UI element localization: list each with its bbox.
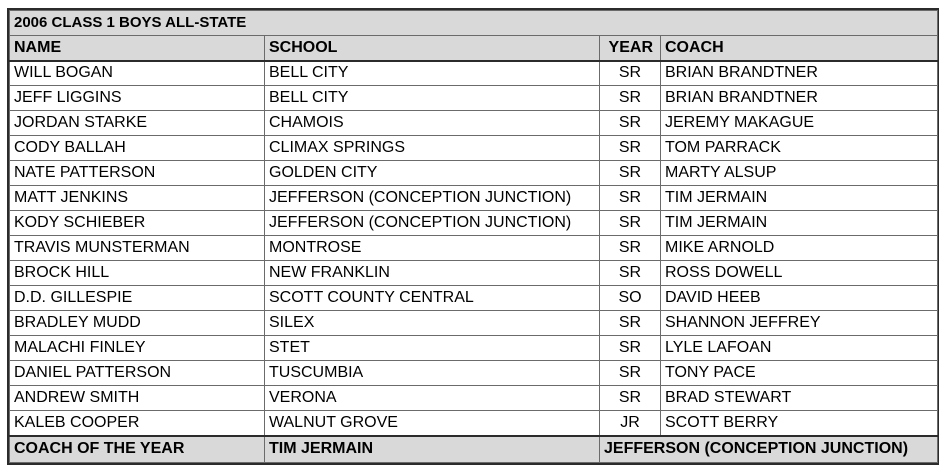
cell-school: TUSCUMBIA <box>265 361 600 386</box>
cell-year: SR <box>600 361 661 386</box>
cell-year: SR <box>600 161 661 186</box>
cell-coach: TIM JERMAIN <box>661 186 938 211</box>
cell-name: JORDAN STARKE <box>10 111 265 136</box>
cell-name: KODY SCHIEBER <box>10 211 265 236</box>
cell-coach: BRAD STEWART <box>661 386 938 411</box>
cell-coach: LYLE LAFOAN <box>661 336 938 361</box>
table-row <box>10 361 938 386</box>
cell-coach: TOM PARRACK <box>661 136 938 161</box>
cell-school: JEFFERSON (CONCEPTION JUNCTION) <box>265 186 600 211</box>
table-header-row <box>10 36 938 61</box>
table-row <box>10 61 938 86</box>
table-row <box>10 111 938 136</box>
table-row <box>10 286 938 311</box>
cell-school: NEW FRANKLIN <box>265 261 600 286</box>
cell-name: MALACHI FINLEY <box>10 336 265 361</box>
cell-name: MATT JENKINS <box>10 186 265 211</box>
cell-year: SR <box>600 386 661 411</box>
all-state-table-container <box>7 8 939 465</box>
table-row <box>10 161 938 186</box>
cell-coach: ROSS DOWELL <box>661 261 938 286</box>
table-row <box>10 411 938 436</box>
cell-year: SR <box>600 236 661 261</box>
cell-school: MONTROSE <box>265 236 600 261</box>
cell-year: JR <box>600 411 661 436</box>
cell-name: CODY BALLAH <box>10 136 265 161</box>
coach-of-the-year-name: TIM JERMAIN <box>265 436 600 463</box>
cell-coach: SCOTT BERRY <box>661 411 938 436</box>
table-row <box>10 236 938 261</box>
table-row <box>10 311 938 336</box>
cell-coach: SHANNON JEFFREY <box>661 311 938 336</box>
column-header-school: SCHOOL <box>265 36 600 61</box>
cell-school: SILEX <box>265 311 600 336</box>
table-row <box>10 211 938 236</box>
cell-coach: BRIAN BRANDTNER <box>661 61 938 86</box>
cell-year: SR <box>600 336 661 361</box>
cell-coach: BRIAN BRANDTNER <box>661 86 938 111</box>
cell-coach: MARTY ALSUP <box>661 161 938 186</box>
cell-school: CLIMAX SPRINGS <box>265 136 600 161</box>
cell-name: BROCK HILL <box>10 261 265 286</box>
cell-year: SR <box>600 111 661 136</box>
cell-school: BELL CITY <box>265 61 600 86</box>
cell-year: SO <box>600 286 661 311</box>
cell-name: TRAVIS MUNSTERMAN <box>10 236 265 261</box>
cell-name: NATE PATTERSON <box>10 161 265 186</box>
cell-year: SR <box>600 61 661 86</box>
cell-school: STET <box>265 336 600 361</box>
cell-coach: DAVID HEEB <box>661 286 938 311</box>
cell-name: JEFF LIGGINS <box>10 86 265 111</box>
coach-of-the-year-label: COACH OF THE YEAR <box>10 436 265 463</box>
cell-name: ANDREW SMITH <box>10 386 265 411</box>
table-row <box>10 86 938 111</box>
table-row <box>10 336 938 361</box>
cell-school: GOLDEN CITY <box>265 161 600 186</box>
table-row <box>10 261 938 286</box>
cell-school: JEFFERSON (CONCEPTION JUNCTION) <box>265 211 600 236</box>
column-header-coach: COACH <box>661 36 938 61</box>
cell-year: SR <box>600 136 661 161</box>
coach-of-the-year-row <box>10 436 938 463</box>
column-header-year: YEAR <box>600 36 661 61</box>
cell-year: SR <box>600 261 661 286</box>
table-row <box>10 186 938 211</box>
cell-name: D.D. GILLESPIE <box>10 286 265 311</box>
table-title-row <box>10 11 938 36</box>
cell-name: BRADLEY MUDD <box>10 311 265 336</box>
column-header-name: NAME <box>10 36 265 61</box>
cell-school: CHAMOIS <box>265 111 600 136</box>
cell-coach: MIKE ARNOLD <box>661 236 938 261</box>
cell-school: BELL CITY <box>265 86 600 111</box>
cell-coach: TIM JERMAIN <box>661 211 938 236</box>
cell-coach: TONY PACE <box>661 361 938 386</box>
cell-school: WALNUT GROVE <box>265 411 600 436</box>
cell-year: SR <box>600 186 661 211</box>
table-row <box>10 386 938 411</box>
cell-name: WILL BOGAN <box>10 61 265 86</box>
cell-coach: JEREMY MAKAGUE <box>661 111 938 136</box>
coach-of-the-year-school: JEFFERSON (CONCEPTION JUNCTION) <box>600 436 938 463</box>
cell-name: DANIEL PATTERSON <box>10 361 265 386</box>
cell-name: KALEB COOPER <box>10 411 265 436</box>
cell-school: VERONA <box>265 386 600 411</box>
cell-year: SR <box>600 311 661 336</box>
table-title: 2006 CLASS 1 BOYS ALL-STATE <box>10 11 938 36</box>
cell-year: SR <box>600 86 661 111</box>
all-state-table <box>9 10 938 463</box>
cell-year: SR <box>600 211 661 236</box>
table-row <box>10 136 938 161</box>
cell-school: SCOTT COUNTY CENTRAL <box>265 286 600 311</box>
